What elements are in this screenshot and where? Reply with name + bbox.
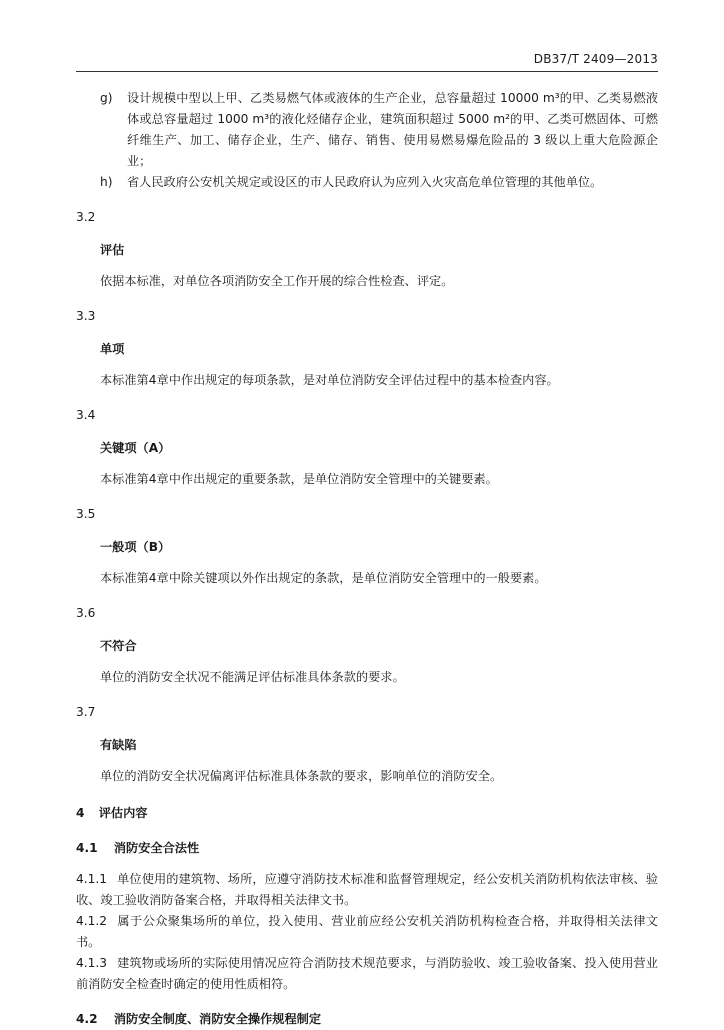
clause-term: 评估	[100, 243, 125, 257]
subsection-number: 4.1	[76, 841, 98, 855]
clause-number: 3.5	[76, 507, 96, 521]
subsection-title: 消防安全制度、消防安全操作规程制定	[113, 1012, 322, 1026]
list-item	[76, 172, 658, 193]
clause	[76, 603, 658, 688]
subsection-heading	[76, 1009, 658, 1030]
subsection-heading	[76, 838, 658, 859]
paragraph-number: 4.1.2	[76, 914, 108, 928]
clause-definition: 依据本标准，对单位各项消防安全工作开展的综合性检查、评定。	[100, 274, 454, 288]
paragraph-text: 属于公众聚集场所的单位，投入使用、营业前应经公安机关消防机构检查合格，并取得相关法律文书。	[76, 914, 658, 949]
section-heading	[76, 803, 658, 824]
paragraph-text: 单位使用的建筑物、场所，应遵守消防技术标准和监督管理规定，经公安机关消防机构依法审核、验收、竣工验收消防备案合格，并取得相关法律文书。	[76, 872, 658, 907]
section-title: 评估内容	[98, 806, 148, 820]
clause-definition: 单位的消防安全状况偏离评估标准具体条款的要求，影响单位的消防安全。	[100, 769, 503, 783]
clause-definition: 本标准第4章中除关键项以外作出规定的条款，是单位消防安全管理中的一般要素。	[100, 571, 547, 585]
clause	[76, 504, 658, 589]
standard-code: DB37/T 2409—2013	[533, 52, 658, 66]
clause-definition: 本标准第4章中作出规定的每项条款，是对单位消防安全评估过程中的基本检查内容。	[100, 373, 559, 387]
clause-number: 3.4	[76, 408, 96, 422]
header-rule	[76, 71, 658, 72]
clause-term: 单项	[100, 342, 125, 356]
list-item-label: h)	[100, 175, 113, 189]
clause	[76, 405, 658, 490]
clause-number: 3.7	[76, 705, 96, 719]
paragraph-text: 建筑物或场所的实际使用情况应符合消防技术规范要求，与消防验收、竣工验收备案、投入使用营业前消防安全检查时确定的使用性质相符。	[76, 956, 658, 991]
paragraph	[76, 911, 658, 953]
clause-term: 一般项（B）	[100, 540, 171, 554]
paragraph-number: 4.1.3	[76, 956, 108, 970]
subsection-title: 消防安全合法性	[113, 841, 200, 855]
paragraph	[76, 869, 658, 911]
clause-term: 关键项（A）	[100, 441, 171, 455]
list-item-text: 省人民政府公安机关规定或设区的市人民政府认为应列入火灾高危单位管理的其他单位。	[127, 175, 603, 189]
clause	[76, 207, 658, 292]
paragraph	[76, 953, 658, 995]
section-number: 4	[76, 806, 85, 820]
clause-definition: 单位的消防安全状况不能满足评估标准具体条款的要求。	[100, 670, 405, 684]
paragraph-number: 4.1.1	[76, 872, 108, 886]
page-content	[76, 88, 658, 1030]
clause-number: 3.2	[76, 210, 96, 224]
list-item	[76, 88, 658, 172]
clause-term: 不符合	[100, 639, 137, 653]
list-item-label: g)	[100, 91, 113, 105]
clause-number: 3.3	[76, 309, 96, 323]
clause-definition: 本标准第4章中作出规定的重要条款，是单位消防安全管理中的关键要素。	[100, 472, 498, 486]
clause	[76, 702, 658, 787]
subsection-number: 4.2	[76, 1012, 98, 1026]
clause-term: 有缺陷	[100, 738, 137, 752]
clause	[76, 306, 658, 391]
clause-number: 3.6	[76, 606, 96, 620]
list-item-text: 设计规模中型以上甲、乙类易燃气体或液体的生产企业，总容量超过 10000 m³的甲、乙类易燃液体或总容量超过 1000 m³的液化烃储存企业，建筑面积超过 5000 m²的甲、乙类可燃固体、可燃纤维生产、加工、储存企业，生产、储存、销售、使用易燃易爆危险品的 3 级以上重大危险源企业；	[127, 91, 658, 168]
